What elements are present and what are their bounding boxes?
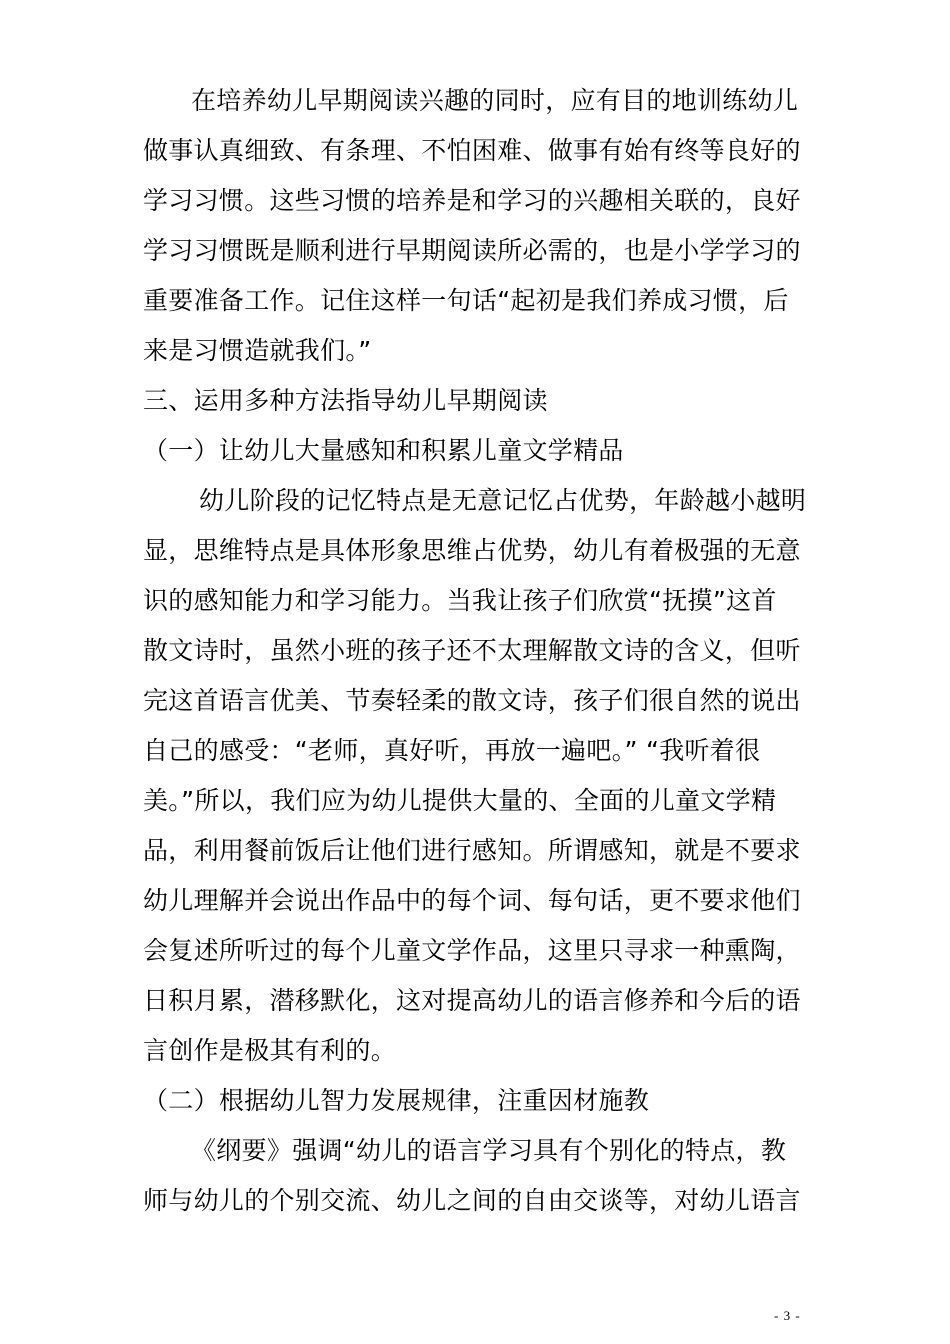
subsection-heading: （二）根据幼儿智力发展规律，注重因材施教 bbox=[143, 1086, 650, 1115]
paragraph-line: 识的感知能力和学习能力。当我让孩子们欣赏“抚摸”这首 bbox=[143, 586, 777, 615]
paragraph-line: 幼儿阶段的记忆特点是无意记忆占优势，年龄越小越明 bbox=[199, 486, 807, 515]
paragraph-line: 显，思维特点是具体形象思维占优势，幼儿有着极强的无意 bbox=[143, 536, 801, 565]
paragraph-line: 学习习惯既是顺利进行早期阅读所必需的，也是小学学习的 bbox=[143, 236, 801, 265]
paragraph-line: 师与幼儿的个别交流、幼儿之间的自由交谈等，对幼儿语言 bbox=[143, 1186, 801, 1215]
paragraph-line: 日积月累，潜移默化，这对提高幼儿的语言修养和今后的语 bbox=[143, 986, 801, 1015]
subsection-heading: （一）让幼儿大量感知和积累儿童文学精品 bbox=[143, 436, 624, 465]
paragraph-line: 品，利用餐前饭后让他们进行感知。所谓感知，就是不要求 bbox=[143, 836, 801, 865]
paragraph-line: 做事认真细致、有条理、不怕困难、做事有始有终等良好的 bbox=[143, 136, 801, 165]
paragraph-line: 来是习惯造就我们。” bbox=[143, 336, 372, 365]
paragraph-line: 《纲要》强调“幼儿的语言学习具有个别化的特点，教 bbox=[191, 1136, 787, 1165]
paragraph-line: 幼儿理解并会说出作品中的每个词、每句话，更不要求他们 bbox=[143, 886, 801, 915]
paragraph-line: 在培养幼儿早期阅读兴趣的同时，应有目的地训练幼儿 bbox=[191, 86, 799, 115]
section-heading: 三、运用多种方法指导幼儿早期阅读 bbox=[143, 386, 548, 415]
paragraph-line: 自己的感受：“老师，真好听，再放一遍吧。” “我听着很 bbox=[143, 736, 761, 765]
paragraph-line: 重要准备工作。记住这样一句话“起初是我们养成习惯，后 bbox=[143, 286, 789, 315]
paragraph-line: 完这首语言优美、节奏轻柔的散文诗，孩子们很自然的说出 bbox=[143, 686, 801, 715]
page-number: - 3 - bbox=[774, 1308, 801, 1323]
paragraph-line: 美。”所以，我们应为幼儿提供大量的、全面的儿童文学精 bbox=[143, 786, 777, 815]
paragraph-line: 学习习惯。这些习惯的培养是和学习的兴趣相关联的，良好 bbox=[143, 186, 801, 215]
paragraph-line: 言创作是极其有利的。 bbox=[143, 1036, 397, 1065]
paragraph-line: 散文诗时，虽然小班的孩子还不太理解散文诗的含义，但听 bbox=[143, 636, 801, 665]
paragraph-line: 会复述所听过的每个儿童文学作品，这里只寻求一种熏陶， bbox=[143, 936, 801, 965]
